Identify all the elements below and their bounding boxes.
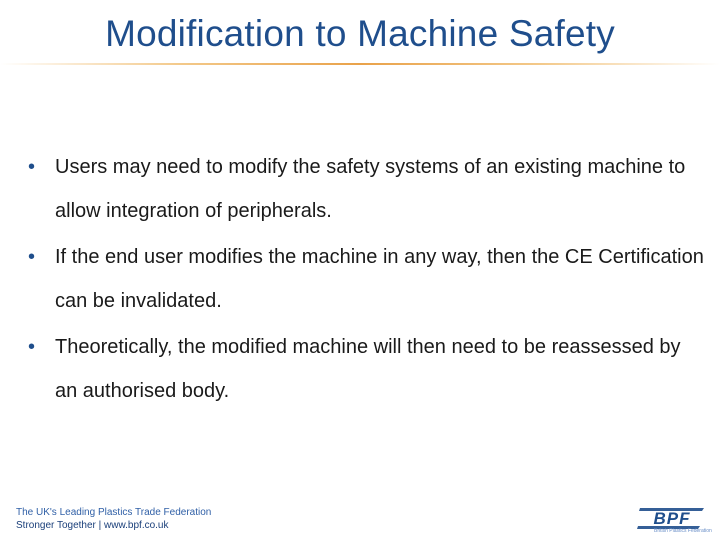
slide-title: Modification to Machine Safety (105, 13, 615, 54)
bullet-item (28, 325, 708, 413)
logo-text: BPF (653, 509, 691, 528)
footer-website: Stronger Together | www.bpf.co.uk (16, 520, 169, 531)
bullet-icon: • (28, 246, 36, 268)
footer (16, 506, 211, 532)
bullet-list (28, 145, 708, 415)
bullet-icon: • (28, 156, 36, 178)
logo-tagline: British Plastics Federation (654, 528, 712, 534)
title-divider (0, 63, 720, 65)
bullet-item (28, 235, 708, 323)
bullet-text: Users may need to modify the safety systems of an existing machine to allow integration of peripherals. (55, 156, 686, 222)
bullet-text: Theoretically, the modified machine will then need to be reassessed by an authorised body. (55, 336, 681, 402)
footer-tagline: The UK's Leading Plastics Trade Federation (16, 507, 212, 518)
bullet-icon: • (28, 336, 36, 358)
bullet-text: If the end user modifies the machine in any way, then the CE Certification can be invalidated. (55, 246, 704, 312)
bullet-item (28, 145, 708, 233)
